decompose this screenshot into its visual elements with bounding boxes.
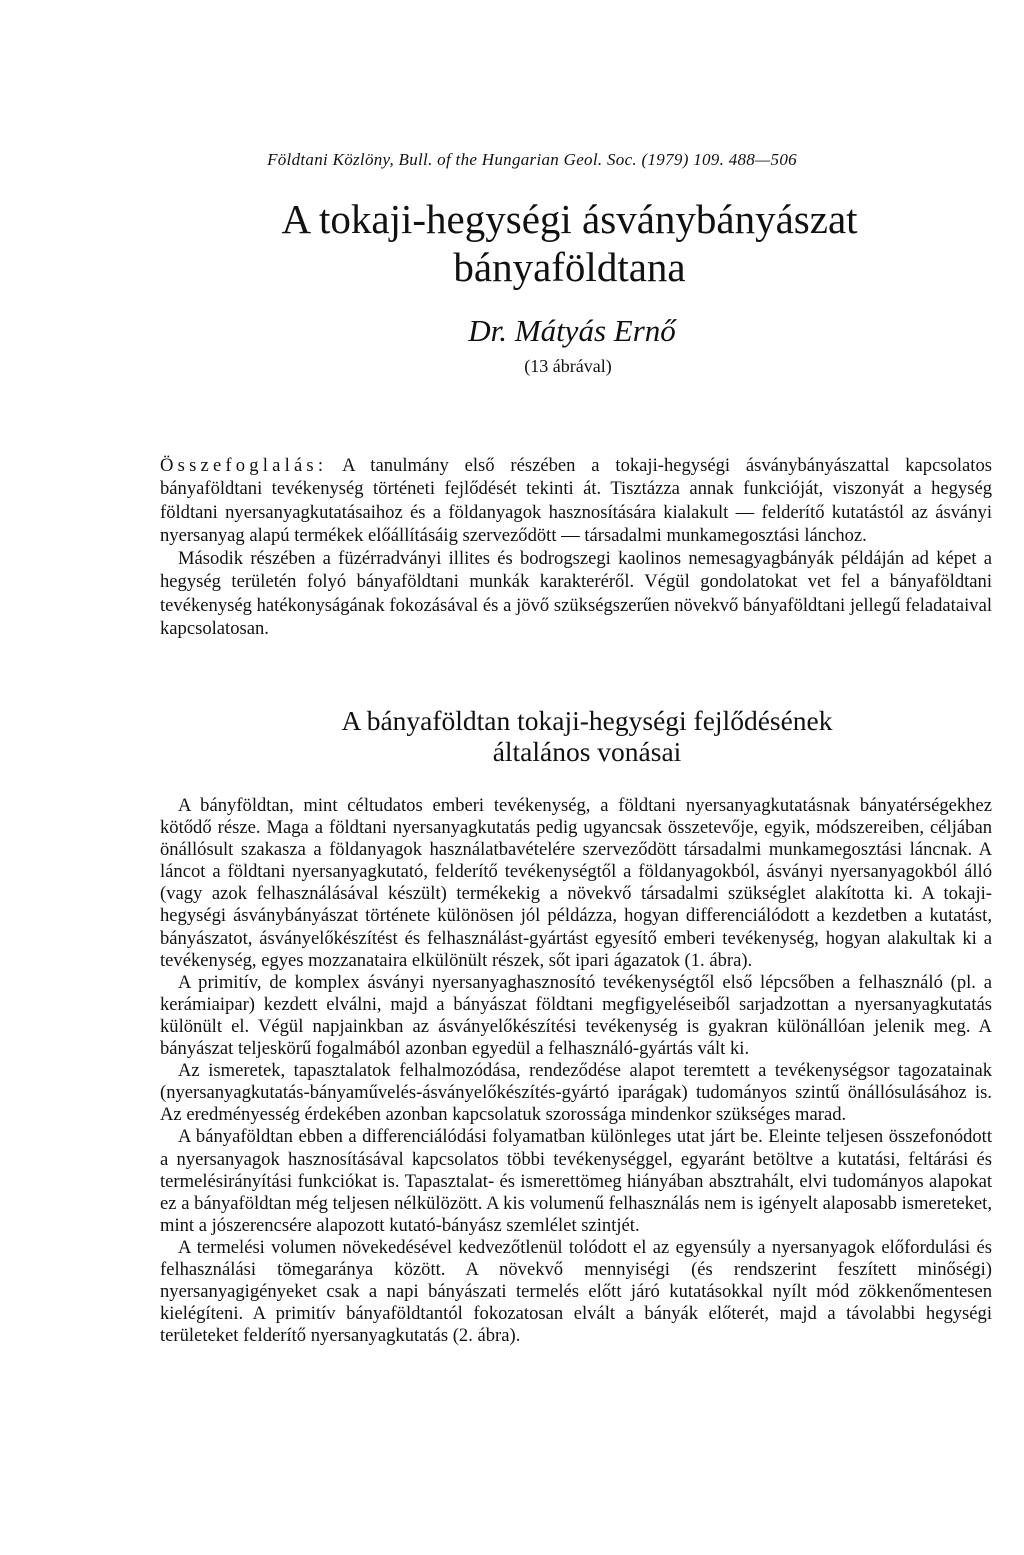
author-name: Dr. Mátyás Ernő (468, 313, 676, 348)
abstract-label: Összefoglalás: (160, 455, 328, 476)
section-heading (0, 705, 1024, 767)
article-title-line-1: A tokaji-hegységi ásványbányászat (281, 196, 858, 242)
article-title-line-2: bányaföldtana (453, 244, 686, 290)
journal-citation: Földtani Közlöny, Bull. of the Hungarian Geol. Soc. (1979) 109. 488—506 (267, 150, 797, 169)
body-paragraph: A bányaföldtan ebben a differenciálódási folyamatban különleges utat járt be. Eleinte teljesen összefonódott a nyersanyagok hasznosításával kapcsolatos többi tevékenységgel, egyaránt betöltve a kutatási, feltárási és termelésirányítási funkciókat is. Tapasztalat- és ismerettömeg hiányában absztrahált, elvi tudományos alapokat ez a bányaföldtan még teljesen nélkülözött. A kis volumenű felhasználás nem is igényelt alaposabb ismereteket, mint a jószerencsére alapozott kutató-bányász szemlélet szintjét. (160, 1126, 992, 1236)
section-heading-line-1: A bányaföldtan tokaji-hegységi fejlődésének (341, 705, 833, 736)
abstract (160, 454, 992, 640)
body-paragraph: Az ismeretek, tapasztalatok felhalmozódása, rendeződése alapot teremtett a tevékenységsor tagozatainak (nyersanyagkutatás-bányaművelés-ásványelőkészítés-gyártó iparágak) tudományos szintű önállósulásához is. Az eredményesség érdekében azonban kapcsolatuk szorossága mindenkor szükséges marad. (160, 1060, 992, 1126)
body-paragraph: A termelési volumen növekedésével kedvezőtlenül tolódott el az egyensúly a nyersanyagok előfordulási és felhasználási tömegaránya között. A növekvő mennyiségi (és rendszerint feszített minőségi) nyersanyagigényeket csak a napi bányászati termelés előtt járó kutatásokkal nyílt mód zökkenőmentesen kielégíteni. A primitív bányaföldtantól fokozatosan elvált a bányák előterét, majd a távolabbi hegységi területeket felderítő nyersanyagkutatás (2. ábra). (160, 1236, 992, 1347)
abstract-paragraph-1-text: A tanulmány első részében a tokaji-hegységi ásványbányászattal kapcsolatos bányaföldtani tevékenység történeti fejlődését tekinti át. Tisztázza annak funkcióját, viszonyát a hegység földtani nyersanyagkutatásaihoz és a földanyagok hasznosítására kialakult — felderítő kutatástól az ásványi nyersanyag alapú termékek előállításáig szerveződött — társadalmi munkamegosztási lánchoz. (160, 455, 992, 546)
abstract-paragraph (160, 454, 992, 547)
body-text (160, 795, 992, 1347)
section-heading-line-2: általános vonásai (492, 736, 682, 767)
abstract-paragraph: Második részében a füzérradványi illites és bodrogszegi kaolinos nemesagyagbányák példáján ad képet a hegység területén folyó bányaföldtani munkák karakteréről. Végül gondolatokat vet fel a bányaföldtani tevékenység hatékonyságának fokozásával és a jövő szükségszerűen növekvő bányaföldtani jellegű feladataival kapcsolatosan. (160, 548, 992, 640)
body-paragraph: A primitív, de komplex ásványi nyersanyaghasznosító tevékenységtől első lépcsőben a felhasználó (pl. a kerámiaipar) kezdett elválni, majd a bányászat földtani megfigyeléseiből sarjadzottan a nyersanyagkutatás különült el. Végül napjainkban az ásványelőkészítési tevékenység is gyakran különállóan jelenik meg. A bányászat teljeskörű fogalmából azonban egyedül a felhasználó-gyártás vált ki. (160, 971, 992, 1060)
article-title (0, 195, 1024, 291)
body-paragraph: A bányföldtan, mint céltudatos emberi tevékenység, a földtani nyersanyagkutatásnak bányatérségekhez kötődő része. Maga a földtani nyersanyagkutatás pedig ugyancsak összetevője, egyik, módszereiben, céljában önállósult szakasza a földanyagok használatbavételére szerveződött társadalmi munkamegosztási láncnak. A láncot a földtani nyersanyagkutató, felderítő tevékenységtől a földanyagokból, ásványi nyersanyagokból álló (vagy azok felhasználásával készült) termékekig a növekvő társadalmi szükséglet alakította ki. A tokaji-hegységi ásványbányászat története különösen jól példázza, hogyan differenciálódott a kezdetben a kutatást, bányászatot, ásványelőkészítést és felhasználást-gyártást egyesítő emberi tevékenység, hogyan alakultak ki a tevékenység, egyes mozzanataira elkülönült részek, sőt ipari ágazatok (1. ábra). (160, 795, 992, 971)
figure-count-note: (13 ábrával) (524, 356, 612, 376)
